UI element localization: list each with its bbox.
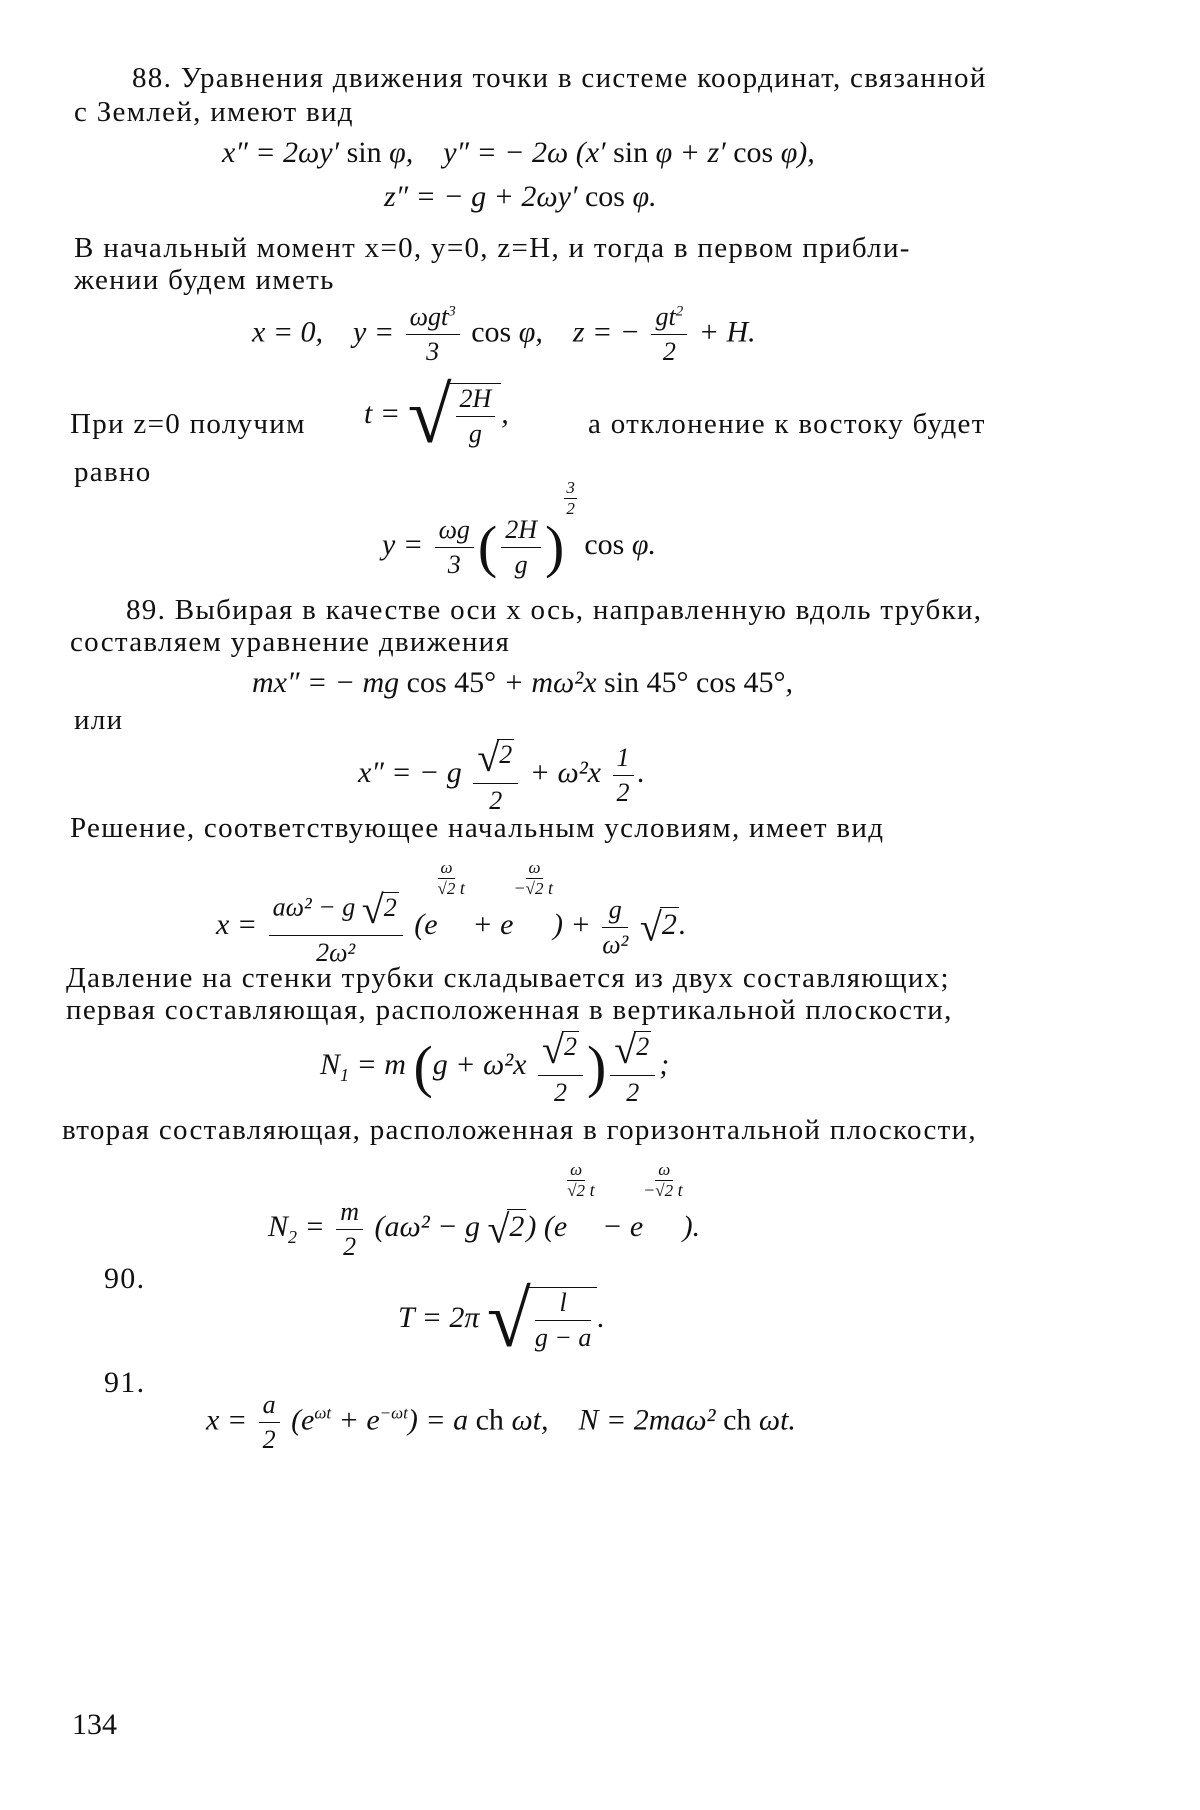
equation-east-deviation: y = $\frac{\omega g}{3}$ ( $\frac{2H}{g}$ ) $\frac{3}{2}$ cos φ. bbox=[382, 478, 656, 580]
equation-91: x = $\frac{a}{2}$ $(e^{\omega t} + e^{-\omega t}) = a$ ch ωt, N = 2maω² ch ωt. bbox=[206, 1390, 796, 1454]
equation-time: t = √ $\frac{2H}{g}$ , bbox=[364, 372, 509, 460]
problem-90-number: 90. bbox=[104, 1262, 146, 1295]
z0-text-c: равно bbox=[74, 456, 152, 488]
second-component-text: вторая составляющая, расположенная в горизонтальной плоскости, bbox=[62, 1114, 977, 1146]
initial-line-2: жении будем иметь bbox=[74, 264, 335, 296]
equation-first-approximation: x = 0, y = $\frac{\omega gt^3}{3}$ cos φ, z = − $\frac{gt^2}{2}$ + H. bbox=[252, 302, 756, 366]
problem-88-line-1: 88. Уравнения движения точки в системе координат, связанной bbox=[132, 62, 987, 94]
equation-N2: $N_2$ = $\frac{m}{2}$ (aω² − g √2) (e $\frac{\omega}{√2}$ $^t$ − e− $\frac{\omega}{√2}$ $^t$). bbox=[268, 1160, 701, 1261]
equation-89-motion: mx″ = − mg cos 45° + mω²x sin 45° cos 45°, bbox=[252, 666, 794, 699]
problem-91-number: 91. bbox=[104, 1366, 146, 1399]
problem-89-line-2: составляем уравнение движения bbox=[70, 626, 511, 658]
pressure-line-2: первая составляющая, расположенная в вертикальной плоскости, bbox=[66, 994, 953, 1026]
problem-88-line-2: с Землей, имеют вид bbox=[74, 96, 354, 128]
pressure-line-1: Давление на стенки трубки складывается из двух составляющих; bbox=[66, 962, 950, 994]
problem-89-line-1: 89. Выбирая в качестве оси x ось, направленную вдоль трубки, bbox=[126, 594, 983, 626]
equation-90-period: T = 2π √ $\frac{l}{g - a}$ . bbox=[398, 1276, 605, 1364]
equation-N1: $N_1 = m$ (g + ω²x $\frac{√2}{2}$ ) $\frac{√2}{2}$ ; bbox=[320, 1027, 670, 1107]
or-text: или bbox=[74, 704, 124, 736]
z0-text-a: При z=0 получим bbox=[70, 408, 306, 440]
initial-line-1: В начальный момент x=0, y=0, z=H, и тогда в первом прибли- bbox=[74, 232, 911, 264]
equation-88-a: x″ = 2ωy′ sin φ, y″ = − 2ω (x′ sin φ + z′ cos φ), bbox=[222, 136, 815, 169]
z0-text-b: а отклонение к востоку будет bbox=[588, 408, 986, 440]
page-number: 134 bbox=[72, 1708, 117, 1741]
equation-88-b: z″ = − g + 2ωy′ cos φ. bbox=[384, 180, 657, 213]
equation-89-reduced: x″ = − g $\frac{√2}{2}$ + ω²x $\frac{1}{2}$ . bbox=[358, 735, 646, 815]
solution-text: Решение, соответствующее начальным условиям, имеет вид bbox=[70, 812, 885, 844]
equation-89-solution: x = $\frac{\text{aω² − g √2}}{\text{2ω²}}$ (e $\frac{\omega}{√2}$ $^t$ + e− $\frac{\omega}{√2}$ $^t$) + $\frac{g}{\text{ω²}}$ √2. bbox=[216, 858, 687, 968]
